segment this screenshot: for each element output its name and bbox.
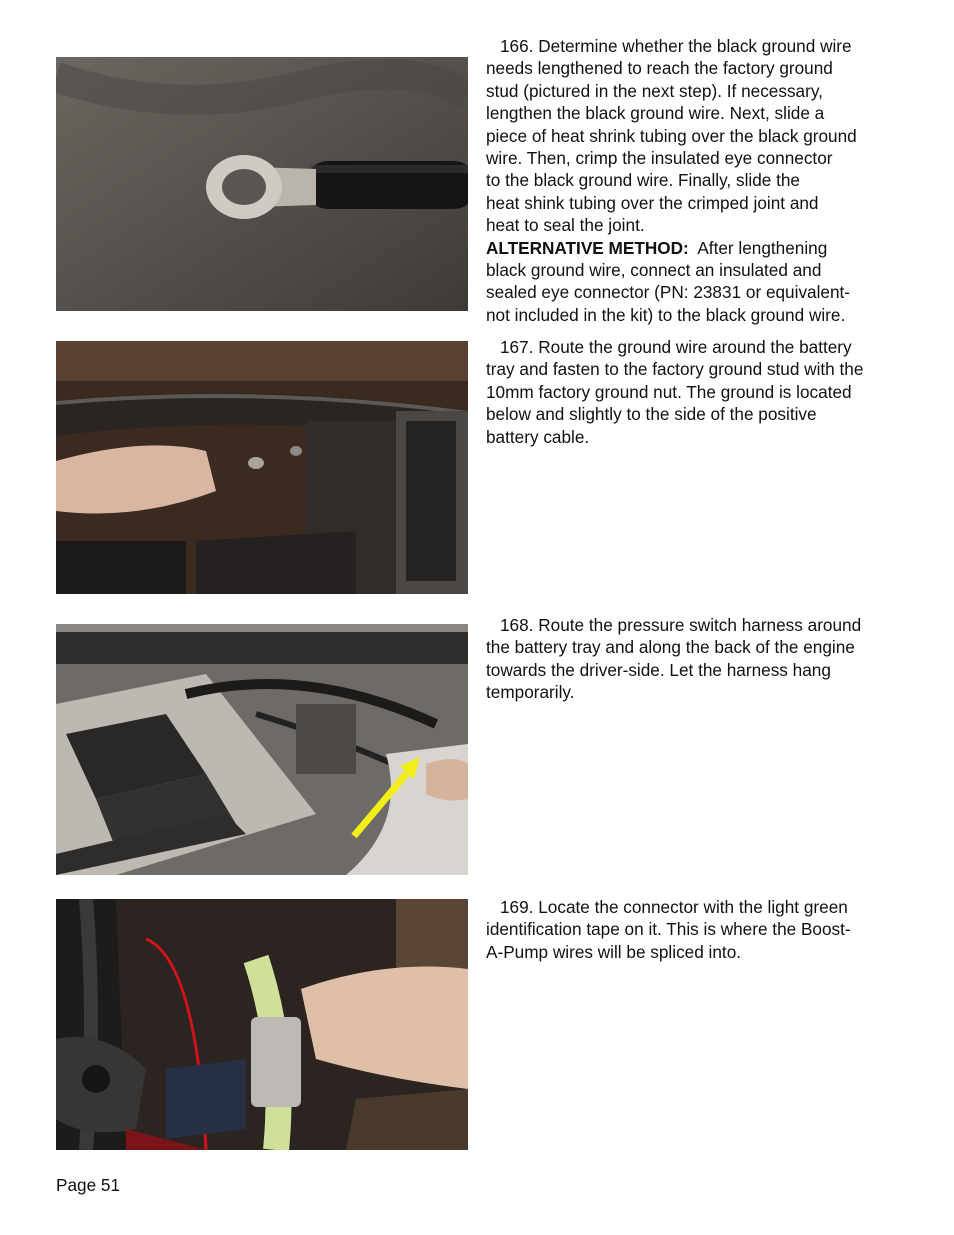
step-167: 167. Route the ground wire around the battery tray and fasten to the factory ground stud with the 10mm factory ground nut. The ground is located below and slightly to the side of the positive battery cable. [486, 337, 864, 447]
alternative-method-label: ALTERNATIVE METHOD: [486, 237, 689, 258]
photo-eye-connector [56, 57, 468, 311]
photo-harness-routing [56, 624, 468, 875]
page-number: Page 51 [56, 1175, 121, 1195]
step-number: 166. [500, 36, 534, 56]
step-168: 168. Route the pressure switch harness around the battery tray and along the back of the engine towards the driver-side. Let the harness hang temporarily. [486, 615, 862, 703]
step-166: 166. Determine whether the black ground wire needs lengthened to reach the factory ground stud (pictured in the next step). If necessary, lengthen the black ground wire. Next, slide a piece of heat shrink tubing over the black ground wire. Then, crimp the insulated eye connector to the black ground wire. Finally, slide the heat shink tubing over the crimped joint and heat to seal the joint. ALTERNATIVE METHOD: After lengthening black ground wire, connect an insulated and sealed eye connector (PN: 23831 or equivalent- not included in the kit) to the black ground wire. [486, 36, 857, 325]
step-number: 168. [500, 615, 534, 635]
step-169: 169. Locate the connector with the light green identification tape on it. This is where the Boost- A-Pump wires will be spliced into. [486, 897, 851, 962]
photo-ground-stud [56, 341, 468, 594]
step-number: 167. [500, 337, 534, 357]
photo-green-tape-connector [56, 899, 468, 1150]
step-number: 169. [500, 897, 534, 917]
